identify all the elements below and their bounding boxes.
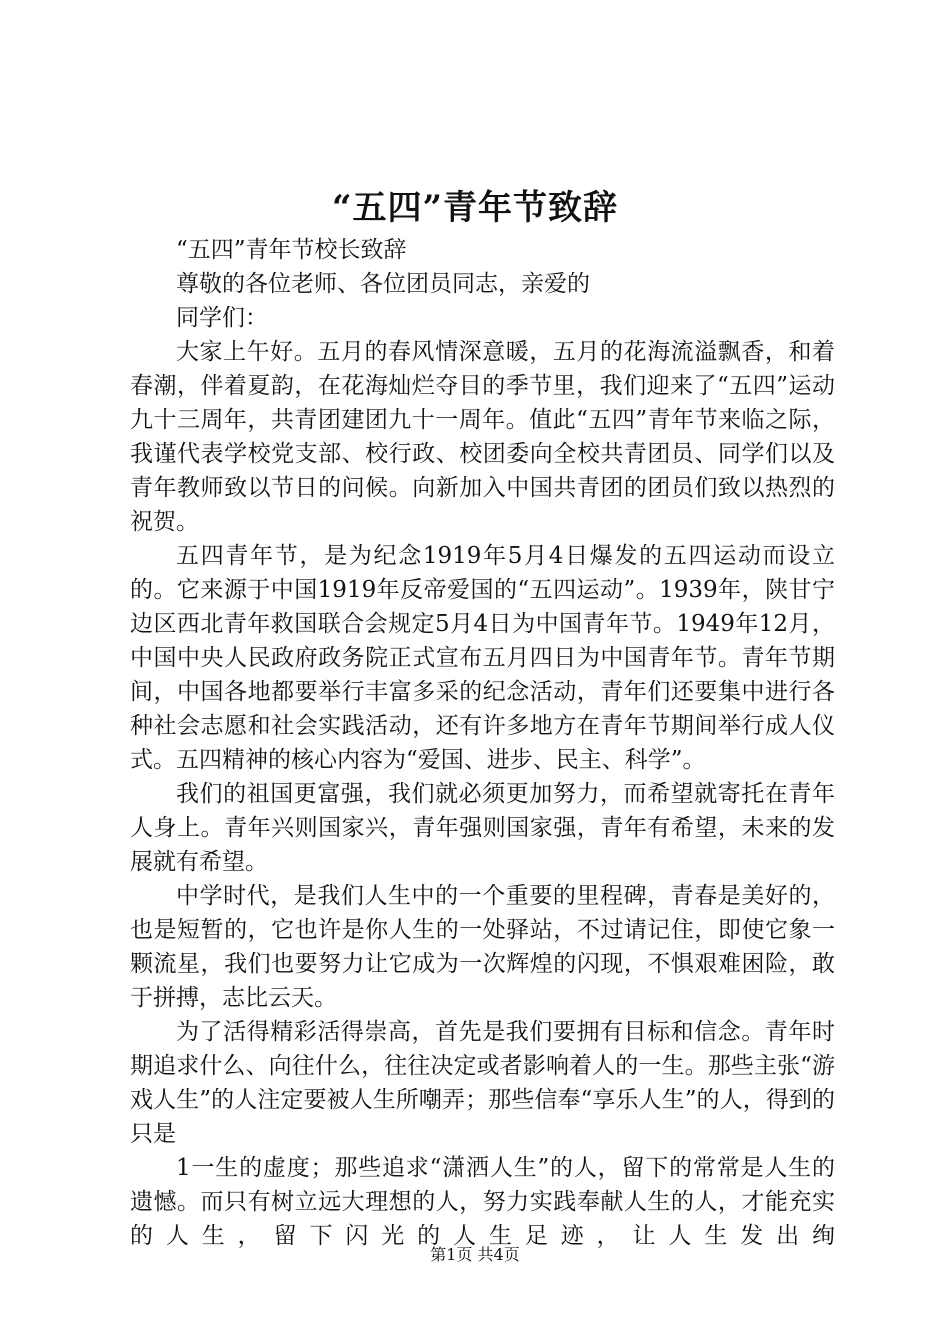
document-body — [130, 233, 835, 1253]
paragraph-greeting: 大家上午好。五月的春风情深意暖，五月的花海流溢飘香，和着春潮，伴着夏韵，在花海灿烂夺目的季节里，我们迎来了“五四”运动九十三周年，共青团建团九十一周年。值此“五四”青年节来临之际，我谨代表学校党支部、校行政、校团委向全校共青团员、同学们以及青年教师致以节日的问候。向新加入中国共青团的团员们致以热烈的祝贺。 — [130, 339, 835, 535]
document-title: “五四”青年节致辞 — [331, 188, 619, 228]
paragraph-salutation-cont: 同学们： — [176, 305, 268, 331]
paragraph-hope: 我们的祖国更富强，我们就必须更加努力，而希望就寄托在青年人身上。青年兴则国家兴，青年强则国家强，青年有希望，未来的发展就有希望。 — [130, 781, 835, 875]
page-footer: 第1页 共4页 — [430, 1245, 520, 1264]
paragraph-continuation: 1一生的虚度；那些追求“潇洒人生”的人，留下的常常是人生的遗憾。而只有树立远大理想的人，努力实践奉献人生的人，才能充实的人生，留下闪光的人生足迹，让人生发出绚 — [130, 1155, 835, 1249]
paragraph-history: 五四青年节，是为纪念1919年5月4日爆发的五四运动而设立的。它来源于中国1919年反帝爱国的“五四运动”。1939年，陕甘宁边区西北青年救国联合会规定5月4日为中国青年节。1949年12月，中国中央人民政府政务院正式宣布五月四日为中国青年节。青年节期间，中国各地都要举行丰富多采的纪念活动，青年们还要集中进行各种社会志愿和社会实践活动，还有许多地方在青年节期间举行成人仪式。五四精神的核心内容为“爱国、进步、民主、科学”。 — [130, 543, 835, 773]
paragraph-youth: 中学时代，是我们人生中的一个重要的里程碑，青春是美好的，也是短暂的，它也许是你人生的一处驿站，不过请记住，即使它象一颗流星，我们也要努力让它成为一次辉煌的闪现，不惧艰难困险，敢于拼搏，志比云天。 — [130, 883, 835, 1011]
paragraph-subtitle: “五四”青年节校长致辞 — [176, 237, 407, 263]
paragraph-salutation: 尊敬的各位老师、各位团员同志，亲爱的 — [176, 271, 590, 297]
paragraph-goals: 为了活得精彩活得崇高，首先是我们要拥有目标和信念。青年时期追求什么、向往什么，往往决定或者影响着人的一生。那些主张“游戏人生”的人注定要被人生所嘲弄；那些信奉“享乐人生”的人，得到的只是 — [130, 1019, 835, 1147]
